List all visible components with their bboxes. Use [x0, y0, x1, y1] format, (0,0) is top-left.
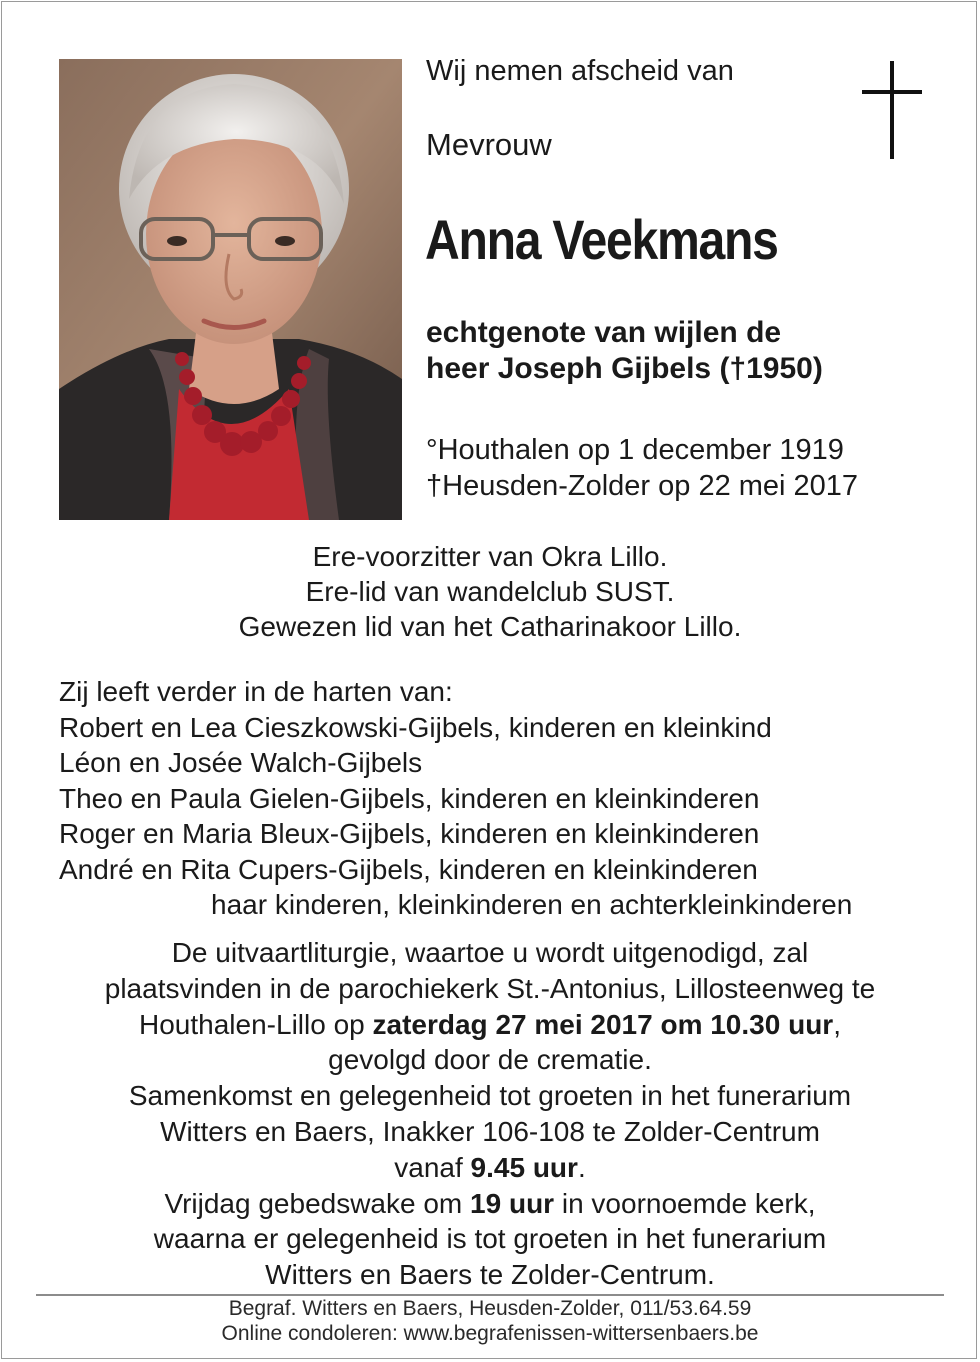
- vigil-time: 19 uur: [470, 1187, 555, 1219]
- service-line: gevolgd door de crematie.: [328, 1044, 652, 1076]
- family-closing: haar kinderen, kleinkinderen en achterkleinkinderen: [211, 889, 853, 920]
- family-intro: Zij leeft verder in de harten van:: [59, 676, 453, 707]
- visitation-time: 9.45 uur: [470, 1151, 578, 1183]
- family-line: Léon en Josée Walch-Gijbels: [59, 747, 423, 778]
- service-text: in voornoemde kerk,: [554, 1187, 816, 1219]
- honorific: Mevrouw: [426, 127, 552, 162]
- family-line: André en Rita Cupers-Gijbels, kinderen en kleinkinderen: [59, 853, 758, 885]
- family-block: [59, 674, 919, 923]
- service-line: Witters en Baers, Inakker 106-108 te Zolder-Centrum: [160, 1115, 820, 1147]
- service-line: waarna er gelegenheid is tot groeten in het funerarium: [153, 1223, 827, 1255]
- spouse-line: echtgenote van wijlen de: [426, 316, 782, 349]
- online-condolence-link[interactable]: Online condoleren: www.begrafenissen-wittersenbaers.be: [221, 1322, 759, 1345]
- service-text: vanaf: [394, 1151, 471, 1183]
- footer: [0, 1296, 980, 1346]
- family-line: Theo en Paula Gielen-Gijbels, kinderen en kleinkinderen: [59, 782, 760, 814]
- service-line: [0, 1150, 980, 1186]
- honor-line: Ere-voorzitter van Okra Lillo.: [312, 541, 668, 572]
- service-line: Samenkomst en gelegenheid tot groeten in het funerarium: [128, 1080, 852, 1112]
- service-line: Witters en Baers te Zolder-Centrum.: [265, 1259, 715, 1291]
- service-text: Houthalen-Lillo op: [139, 1008, 373, 1040]
- portrait-photo: [59, 59, 402, 520]
- funeral-home-contact: Begraf. Witters en Baers, Heusden-Zolder, 011/53.64.59: [228, 1297, 752, 1320]
- honors-block: [0, 539, 980, 644]
- cross-icon: [862, 61, 922, 159]
- honor-line: Ere-lid van wandelclub SUST.: [305, 576, 675, 607]
- service-line: [0, 1007, 980, 1043]
- deceased-name: Anna Veekmans: [425, 208, 778, 271]
- service-text: .: [577, 1151, 586, 1183]
- life-dates: [426, 432, 858, 504]
- intro-text: Wij nemen afscheid van: [426, 55, 734, 87]
- family-line: Roger en Maria Bleux-Gijbels, kinderen en kleinkinderen: [59, 818, 760, 849]
- service-text: ,: [833, 1008, 841, 1040]
- birth-date: °Houthalen op 1 december 1919: [426, 434, 844, 466]
- service-block: [0, 935, 980, 1293]
- spouse-line: heer Joseph Gijbels (†1950): [426, 352, 823, 385]
- service-datetime: zaterdag 27 mei 2017 om 10.30 uur: [372, 1008, 834, 1040]
- service-text: Vrijdag gebedswake om: [164, 1187, 471, 1219]
- service-line: De uitvaartliturgie, waartoe u wordt uitgenodigd, zal: [171, 937, 809, 968]
- service-line: plaatsvinden in de parochiekerk St.-Antonius, Lillosteenweg te: [104, 972, 876, 1004]
- family-line: Robert en Lea Cieszkowski-Gijbels, kinderen en kleinkind: [59, 711, 772, 743]
- honor-line: Gewezen lid van het Catharinakoor Lillo.: [238, 611, 742, 642]
- spouse-info: [426, 315, 823, 387]
- death-date: †Heusden-Zolder op 22 mei 2017: [426, 470, 859, 502]
- service-line: [0, 1186, 980, 1222]
